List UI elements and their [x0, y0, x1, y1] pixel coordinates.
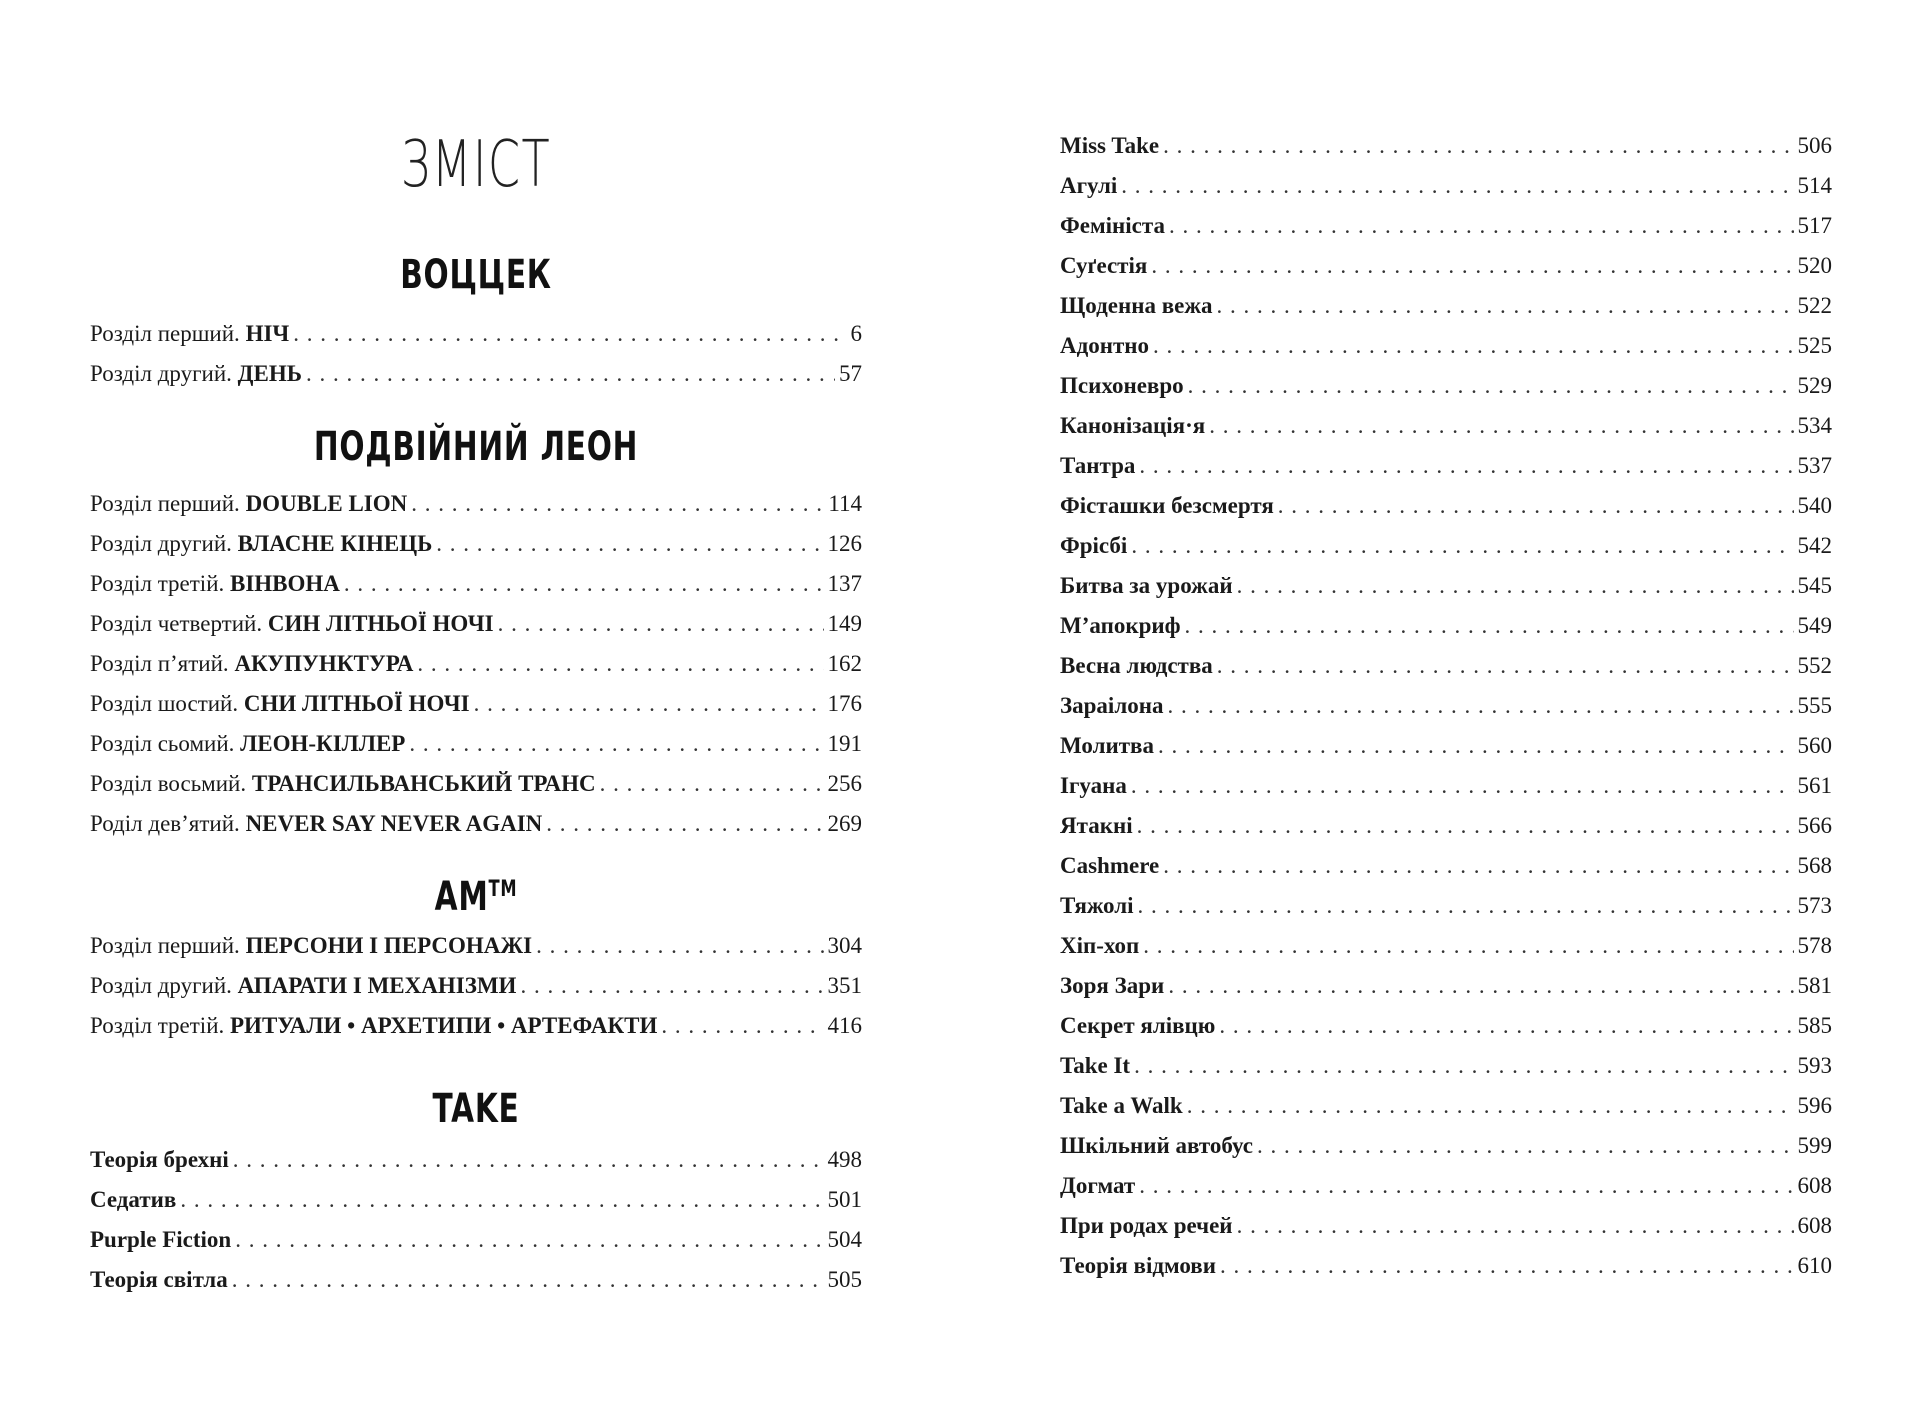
- toc-entry: [90, 1180, 862, 1220]
- toc-entry-title: Молитва: [1060, 733, 1154, 758]
- toc-entry-label: [90, 926, 532, 966]
- leader-dots: [233, 1140, 824, 1180]
- toc-entry-page-number: 520: [1797, 253, 1832, 278]
- toc-entry-page-number: 561: [1797, 773, 1832, 798]
- leader-dots: [1209, 406, 1793, 446]
- toc-entry-label: [1060, 886, 1134, 926]
- toc-entry-title: NEVER SAY NEVER AGAIN: [245, 811, 543, 836]
- leader-dots: [344, 564, 824, 604]
- leader-dots: [1167, 686, 1793, 726]
- toc-entry-label: [90, 354, 302, 394]
- leader-dots: [411, 484, 824, 524]
- toc-entry-label: [1060, 246, 1147, 286]
- toc-entry-label: [90, 524, 432, 564]
- toc-entry-title: ДЕНЬ: [237, 361, 302, 386]
- toc-entry-label: [90, 1140, 229, 1180]
- toc-entry-title: НІЧ: [245, 321, 290, 346]
- toc-entry: [90, 764, 862, 804]
- leader-dots: [520, 966, 823, 1006]
- section-title-take: TAKE: [432, 1086, 520, 1132]
- toc-entry-prefix: Розділ другий.: [90, 973, 238, 998]
- toc-entry-label: [1060, 566, 1233, 606]
- toc-entry-page-number: 537: [1797, 453, 1832, 478]
- toc-entry-title: Психоневро: [1060, 373, 1184, 398]
- toc-entry-page-number: 585: [1797, 1013, 1832, 1038]
- toc-list-voccek: [90, 314, 862, 394]
- leader-dots: [293, 314, 846, 354]
- toc-entry: [90, 1006, 862, 1046]
- toc-entry-title: DOUBLE LION: [245, 491, 408, 516]
- toc-entry: [1060, 1006, 1832, 1046]
- toc-entry-label: [90, 564, 340, 604]
- toc-entry-title: Догмат: [1060, 1173, 1136, 1198]
- toc-entry: [1060, 326, 1832, 366]
- toc-entry: [1060, 1206, 1832, 1246]
- toc-entry-label: [90, 314, 289, 354]
- toc-entry-page-number: 540: [1797, 493, 1832, 518]
- toc-entry-title: Шкільний автобус: [1060, 1133, 1253, 1158]
- leader-dots: [1163, 126, 1793, 166]
- toc-entry-title: Фісташки безсмертя: [1060, 493, 1274, 518]
- leader-dots: [1185, 606, 1794, 646]
- toc-entry-prefix: Розділ другий.: [90, 361, 238, 386]
- toc-entry-page-number: 269: [827, 811, 862, 836]
- toc-entry-title: Тяжолі: [1060, 893, 1134, 918]
- toc-entry-label: [1060, 1166, 1135, 1206]
- toc-entry-page-number: 351: [827, 973, 862, 998]
- toc-entry: [1060, 366, 1832, 406]
- toc-entry-title: Битва за урожай: [1060, 573, 1233, 598]
- leader-dots: [180, 1180, 823, 1220]
- toc-entry-page-number: 581: [1797, 973, 1832, 998]
- toc-entry-title: Агулі: [1060, 173, 1118, 198]
- toc-entry-page-number: 162: [827, 651, 862, 676]
- toc-entry-title: СИН ЛІТНЬОЇ НОЧІ: [267, 611, 494, 636]
- toc-entry-label: [1060, 966, 1164, 1006]
- toc-entry-prefix: Розділ перший.: [90, 933, 246, 958]
- toc-entry-title: ВІНВОНА: [230, 571, 340, 596]
- toc-entry: [90, 604, 862, 644]
- toc-entry-label: [1060, 1006, 1215, 1046]
- toc-entry-page-number: 566: [1797, 813, 1832, 838]
- toc-entry-label: [1060, 326, 1149, 366]
- toc-entry: [1060, 246, 1832, 286]
- toc-entry-label: [1060, 726, 1154, 766]
- leader-dots: [1217, 286, 1794, 326]
- toc-entry-title: ВЛАСНЕ КІНЕЦЬ: [237, 531, 433, 556]
- toc-entry: [90, 644, 862, 684]
- toc-entry-title: Зоря Зари: [1060, 973, 1165, 998]
- leader-dots: [232, 1260, 824, 1300]
- toc-entry: [90, 1140, 862, 1180]
- toc-entry-label: [90, 1220, 231, 1260]
- toc-entry-title: Purple Fiction: [90, 1227, 232, 1252]
- toc-entry: [1060, 166, 1832, 206]
- toc-entry-label: [1060, 686, 1163, 726]
- toc-entry-page-number: 149: [827, 611, 862, 636]
- toc-entry-title: Щоденна вежа: [1060, 293, 1213, 318]
- toc-entry: [1060, 806, 1832, 846]
- toc-entry: [90, 804, 862, 844]
- toc-entry-label: [90, 644, 413, 684]
- leader-dots: [1134, 1046, 1793, 1086]
- leader-dots: [1131, 526, 1793, 566]
- toc-entry: [1060, 1086, 1832, 1126]
- toc-entry: [1060, 1126, 1832, 1166]
- toc-entry: [90, 724, 862, 764]
- toc-entry-title: При родах речей: [1060, 1213, 1233, 1238]
- section-title-am: [190, 874, 761, 920]
- toc-entry: [90, 484, 862, 524]
- toc-entry-title: Зараілона: [1060, 693, 1164, 718]
- toc-entry: [1060, 726, 1832, 766]
- toc-entry-prefix: Розділ перший.: [90, 491, 246, 516]
- leader-dots: [1217, 646, 1794, 686]
- toc-entry-title: М’апокриф: [1060, 613, 1181, 638]
- toc-entry-title: Суґестія: [1060, 253, 1148, 278]
- toc-entry-label: [1060, 206, 1165, 246]
- toc-entry-page-number: 542: [1797, 533, 1832, 558]
- leader-dots: [306, 354, 835, 394]
- toc-entry-label: [90, 804, 542, 844]
- toc-entry-page-number: 504: [827, 1227, 862, 1252]
- leader-dots: [235, 1220, 823, 1260]
- toc-entry: [1060, 1166, 1832, 1206]
- section-title-voccek: ВОЦЦЕК: [400, 252, 552, 298]
- toc-entry: [90, 314, 862, 354]
- leader-dots: [1219, 1006, 1793, 1046]
- toc-entry-label: [90, 966, 516, 1006]
- leader-dots: [1168, 966, 1793, 1006]
- toc-entry: [90, 966, 862, 1006]
- leader-dots: [1163, 846, 1793, 886]
- toc-entry-page-number: 126: [827, 531, 862, 556]
- toc-entry-page-number: 608: [1797, 1213, 1832, 1238]
- toc-entry: [1060, 926, 1832, 966]
- toc-entry: [1060, 286, 1832, 326]
- toc-entry: [1060, 606, 1832, 646]
- toc-entry-label: [90, 1180, 176, 1220]
- toc-entry-title: Секрет ялівцю: [1060, 1013, 1216, 1038]
- toc-entry-label: [90, 764, 596, 804]
- toc-entry-label: [1060, 486, 1274, 526]
- toc-entry-title: Ятакні: [1060, 813, 1133, 838]
- toc-entry: [1060, 1046, 1832, 1086]
- toc-entry-page-number: 610: [1797, 1253, 1832, 1278]
- toc-entry: [1060, 206, 1832, 246]
- toc-entry-page-number: 593: [1797, 1053, 1832, 1078]
- leader-dots: [1158, 726, 1794, 766]
- toc-entry-title: Тантра: [1060, 453, 1136, 478]
- toc-entry-title: Фрісбі: [1060, 533, 1128, 558]
- toc-entry-title: Cashmere: [1060, 853, 1160, 878]
- toc-entry: [1060, 566, 1832, 606]
- toc-entry: [1060, 686, 1832, 726]
- toc-entry-page-number: 522: [1797, 293, 1832, 318]
- toc-entry-title: ЛЕОН-КІЛЛЕР: [240, 731, 406, 756]
- toc-entry-page-number: 529: [1797, 373, 1832, 398]
- leader-dots: [1237, 566, 1794, 606]
- contents-title: ЗМІСТ: [400, 128, 552, 202]
- toc-entry-title: Теорія брехні: [90, 1147, 229, 1172]
- toc-entry-title: Miss Take: [1060, 133, 1160, 158]
- toc-entry-page-number: 560: [1797, 733, 1832, 758]
- toc-entry-page-number: 545: [1797, 573, 1832, 598]
- leader-dots: [1188, 366, 1794, 406]
- toc-entry-page-number: 137: [827, 571, 862, 596]
- toc-list-podviynyi-leon: [90, 484, 862, 844]
- toc-entry-prefix: Розділ сьомий.: [90, 731, 241, 756]
- toc-entry-label: [1060, 1206, 1233, 1246]
- leader-dots: [1220, 1246, 1794, 1286]
- toc-entry-title: Take It: [1060, 1053, 1131, 1078]
- leader-dots: [1121, 166, 1793, 206]
- toc-entry-label: [1060, 606, 1181, 646]
- toc-entry-title: Канонізація·я: [1060, 413, 1206, 438]
- toc-entry-label: [1060, 646, 1213, 686]
- toc-entry: [1060, 846, 1832, 886]
- toc-entry: [90, 684, 862, 724]
- toc-entry-page-number: 514: [1797, 173, 1832, 198]
- toc-entry-page-number: 304: [827, 933, 862, 958]
- leader-dots: [1143, 926, 1793, 966]
- toc-entry-title: Take a Walk: [1060, 1093, 1183, 1118]
- toc-entry-title: Адонтно: [1060, 333, 1150, 358]
- leader-dots: [474, 684, 824, 724]
- leader-dots: [1138, 886, 1794, 926]
- leader-dots: [1139, 1166, 1793, 1206]
- leader-dots: [1237, 1206, 1794, 1246]
- section-title-podviynyi-leon: ПОДВІЙНИЙ ЛЕОН: [313, 424, 639, 470]
- toc-entry-page-number: 578: [1797, 933, 1832, 958]
- toc-entry-label: [1060, 366, 1184, 406]
- toc-entry-title: АПАРАТИ І МЕХАНІЗМИ: [237, 973, 517, 998]
- leader-dots: [600, 764, 824, 804]
- toc-entry-label: [90, 604, 494, 644]
- toc-entry-label: [90, 724, 405, 764]
- toc-list-am: [90, 926, 862, 1046]
- toc-entry-prefix: Розділ третій.: [90, 1013, 230, 1038]
- toc-entry-title: РИТУАЛИ • АРХЕТИПИ • АРТЕФАКТИ: [230, 1013, 658, 1038]
- leader-dots: [498, 604, 824, 644]
- section-title-am-text: АМ: [434, 874, 489, 920]
- leader-dots: [536, 926, 823, 966]
- toc-entry-prefix: Розділ восьмий.: [90, 771, 252, 796]
- toc-entry-label: [1060, 406, 1205, 446]
- toc-entry-label: [90, 684, 470, 724]
- leader-dots: [1257, 1126, 1794, 1166]
- toc-entry-page-number: 57: [839, 361, 862, 386]
- toc-entry-label: [1060, 126, 1159, 166]
- toc-entry: [1060, 526, 1832, 566]
- toc-entry-label: [1060, 526, 1127, 566]
- toc-entry: [90, 354, 862, 394]
- toc-entry-page-number: 599: [1797, 1133, 1832, 1158]
- leader-dots: [1169, 206, 1794, 246]
- toc-entry-page-number: 552: [1797, 653, 1832, 678]
- toc-entry-title: ТРАНСИЛЬВАНСЬКИЙ ТРАНС: [251, 771, 596, 796]
- toc-entry: [90, 524, 862, 564]
- toc-entry-label: [1060, 1086, 1183, 1126]
- toc-entry: [90, 564, 862, 604]
- toc-entry-title: Теорія відмови: [1060, 1253, 1216, 1278]
- leader-dots: [409, 724, 823, 764]
- toc-list-take-continued: [1060, 126, 1832, 1286]
- toc-entry-page-number: 191: [827, 731, 862, 756]
- toc-entry-prefix: Розділ четвертий.: [90, 611, 268, 636]
- toc-entry-title: Теорія світла: [90, 1267, 228, 1292]
- leader-dots: [1131, 766, 1794, 806]
- toc-entry-page-number: 416: [827, 1013, 862, 1038]
- toc-entry: [1060, 446, 1832, 486]
- toc-entry-label: [90, 1260, 228, 1300]
- toc-entry-page-number: 573: [1797, 893, 1832, 918]
- leader-dots: [436, 524, 823, 564]
- leader-dots: [1151, 246, 1793, 286]
- toc-entry-page-number: 608: [1797, 1173, 1832, 1198]
- toc-entry-prefix: Розділ шостий.: [90, 691, 244, 716]
- leader-dots: [1137, 806, 1794, 846]
- leader-dots: [661, 1006, 823, 1046]
- toc-entry-page-number: 6: [850, 321, 862, 346]
- section-title-am-sup: TM: [488, 877, 518, 902]
- toc-entry-label: [1060, 1046, 1130, 1086]
- leader-dots: [417, 644, 823, 684]
- toc-entry-page-number: 555: [1797, 693, 1832, 718]
- toc-entry-page-number: 176: [827, 691, 862, 716]
- toc-entry: [1060, 126, 1832, 166]
- toc-entry-label: [1060, 766, 1127, 806]
- toc-entry-page-number: 114: [828, 491, 862, 516]
- toc-entry-prefix: Розділ третій.: [90, 571, 230, 596]
- leader-dots: [1278, 486, 1794, 526]
- toc-entry-title: АКУПУНКТУРА: [234, 651, 414, 676]
- toc-entry-page-number: 534: [1797, 413, 1832, 438]
- toc-entry-label: [1060, 446, 1135, 486]
- toc-entry: [1060, 486, 1832, 526]
- toc-entry-label: [1060, 286, 1213, 326]
- leader-dots: [546, 804, 823, 844]
- toc-entry-label: [90, 1006, 657, 1046]
- toc-entry: [1060, 1246, 1832, 1286]
- toc-entry-label: [1060, 806, 1133, 846]
- toc-entry: [1060, 766, 1832, 806]
- toc-list-take: [90, 1140, 862, 1300]
- toc-entry-page-number: 517: [1797, 213, 1832, 238]
- toc-entry: [90, 1220, 862, 1260]
- toc-entry-label: [1060, 1126, 1253, 1166]
- toc-entry-page-number: 498: [827, 1147, 862, 1172]
- toc-entry-title: Фемініста: [1060, 213, 1165, 238]
- toc-entry-prefix: Розділ перший.: [90, 321, 246, 346]
- toc-entry-label: [90, 484, 407, 524]
- toc-entry-label: [1060, 166, 1117, 206]
- toc-entry-prefix: Роділ дев’ятий.: [90, 811, 246, 836]
- toc-entry-page-number: 506: [1797, 133, 1832, 158]
- leader-dots: [1153, 326, 1793, 366]
- toc-entry-page-number: 525: [1797, 333, 1832, 358]
- toc-entry-page-number: 501: [827, 1187, 862, 1212]
- toc-entry-label: [1060, 846, 1159, 886]
- toc-entry-title: ПЕРСОНИ І ПЕРСОНАЖІ: [245, 933, 533, 958]
- toc-entry-prefix: Розділ п’ятий.: [90, 651, 235, 676]
- toc-entry-title: СНИ ЛІТНЬОЇ НОЧІ: [243, 691, 470, 716]
- toc-entry-page-number: 568: [1797, 853, 1832, 878]
- toc-entry-page-number: 596: [1797, 1093, 1832, 1118]
- toc-entry: [90, 926, 862, 966]
- toc-entry-page-number: 549: [1797, 613, 1832, 638]
- toc-entry-page-number: 256: [827, 771, 862, 796]
- toc-entry: [90, 1260, 862, 1300]
- toc-entry: [1060, 646, 1832, 686]
- leader-dots: [1187, 1086, 1794, 1126]
- toc-entry: [1060, 406, 1832, 446]
- toc-entry-label: [1060, 926, 1139, 966]
- toc-entry-title: Седатив: [90, 1187, 177, 1212]
- leader-dots: [1139, 446, 1793, 486]
- toc-entry-prefix: Розділ другий.: [90, 531, 238, 556]
- toc-entry-title: Хіп-хоп: [1060, 933, 1140, 958]
- toc-entry: [1060, 886, 1832, 926]
- toc-entry-page-number: 505: [827, 1267, 862, 1292]
- toc-entry: [1060, 966, 1832, 1006]
- toc-entry-title: Весна людства: [1060, 653, 1213, 678]
- toc-entry-title: Ігуана: [1060, 773, 1127, 798]
- toc-entry-label: [1060, 1246, 1216, 1286]
